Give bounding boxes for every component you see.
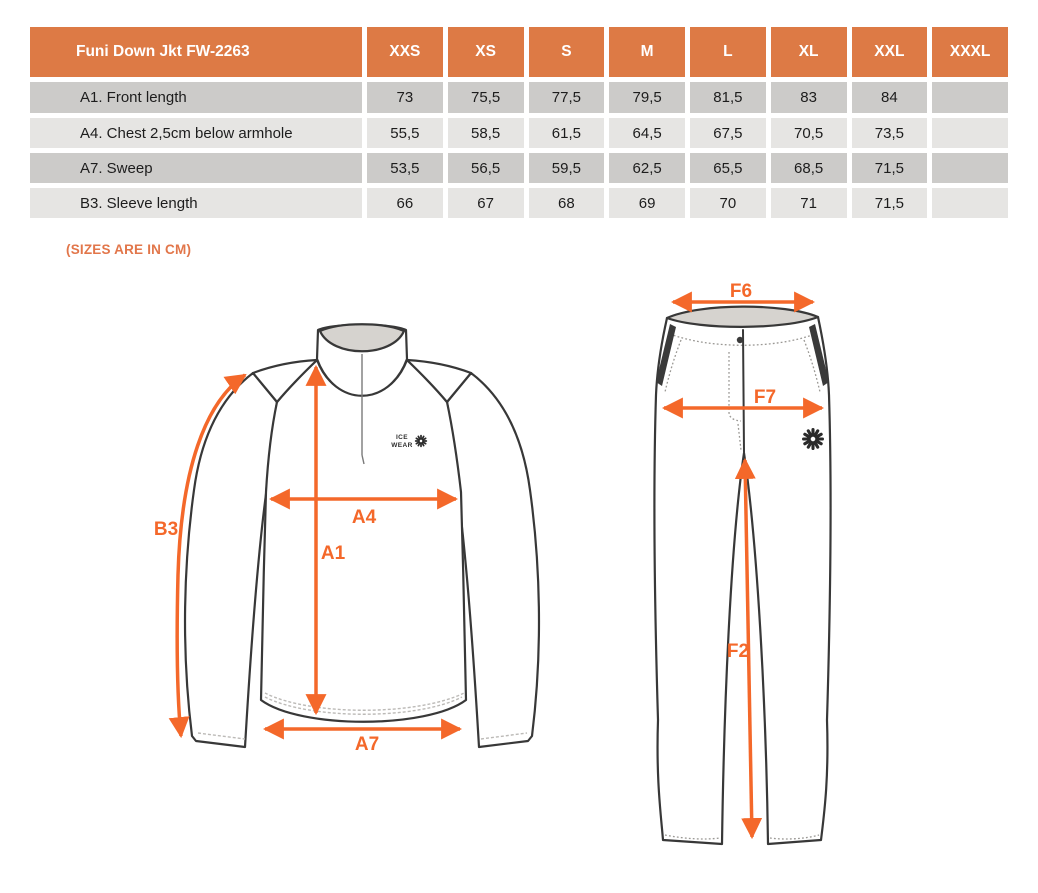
sleeve-measure-label: B3 — [153, 519, 179, 540]
table-cell: 73 — [367, 82, 443, 113]
pants-body — [655, 317, 831, 844]
table-cell: 67,5 — [690, 118, 766, 148]
waist-measure-label: F6 — [729, 281, 753, 302]
size-col-header-xs: XS — [448, 27, 524, 77]
size-col-header-l: L — [690, 27, 766, 77]
table-cell: 71,5 — [852, 188, 928, 218]
measure-row-label: A4. Chest 2,5cm below armhole — [30, 118, 362, 148]
table-cell: 81,5 — [690, 82, 766, 113]
table-cell: 59,5 — [529, 153, 605, 183]
inseam-measure-label: F2 — [726, 641, 750, 662]
table-cell: 58,5 — [448, 118, 524, 148]
table-cell: 68 — [529, 188, 605, 218]
table-cell: 64,5 — [609, 118, 685, 148]
pants-waist-button — [737, 337, 743, 343]
units-note: (SIZES ARE IN CM) — [66, 242, 192, 257]
jacket-drawing — [154, 324, 539, 755]
size-col-header-m: M — [609, 27, 685, 77]
product-title: Funi Down Jkt FW-2263 — [30, 27, 362, 77]
chest-measure-label: A4 — [351, 507, 377, 528]
pants-center-front-seam — [743, 330, 744, 452]
table-cell: 75,5 — [448, 82, 524, 113]
size-col-header-s: S — [529, 27, 605, 77]
pants-drawing — [655, 281, 831, 844]
size-col-header-xxs: XXS — [367, 27, 443, 77]
logo-text-line2: WEAR — [391, 442, 413, 449]
table-cell: 53,5 — [367, 153, 443, 183]
pants-waistband — [667, 307, 818, 327]
table-cell: 62,5 — [609, 153, 685, 183]
table-cell: 77,5 — [529, 82, 605, 113]
size-col-header-xxl: XXL — [852, 27, 928, 77]
table-cell: 73,5 — [852, 118, 928, 148]
measure-row-label: A7. Sweep — [30, 153, 362, 183]
size-col-header-xl: XL — [771, 27, 847, 77]
table-cell: 61,5 — [529, 118, 605, 148]
table-cell: 66 — [367, 188, 443, 218]
table-cell: 70 — [690, 188, 766, 218]
table-cell: 55,5 — [367, 118, 443, 148]
table-cell: 71 — [771, 188, 847, 218]
sweep-measure-label: A7 — [354, 734, 380, 755]
table-cell: 68,5 — [771, 153, 847, 183]
front-length-measure-label: A1 — [320, 543, 346, 564]
table-cell: 65,5 — [690, 153, 766, 183]
table-cell: 56,5 — [448, 153, 524, 183]
table-cell: 71,5 — [852, 153, 928, 183]
size-col-header-xxxl: XXXL — [932, 27, 1008, 77]
measure-row-label: A1. Front length — [30, 82, 362, 113]
jacket-body — [261, 360, 466, 722]
table-cell: 83 — [771, 82, 847, 113]
logo-text-line1: ICE — [395, 434, 409, 441]
table-cell: 67 — [448, 188, 524, 218]
hip-measure-label: F7 — [753, 387, 777, 408]
table-cell: 69 — [609, 188, 685, 218]
table-cell: 84 — [852, 82, 928, 113]
table-cell: 79,5 — [609, 82, 685, 113]
measure-row-label: B3. Sleeve length — [30, 188, 362, 218]
table-cell: 70,5 — [771, 118, 847, 148]
